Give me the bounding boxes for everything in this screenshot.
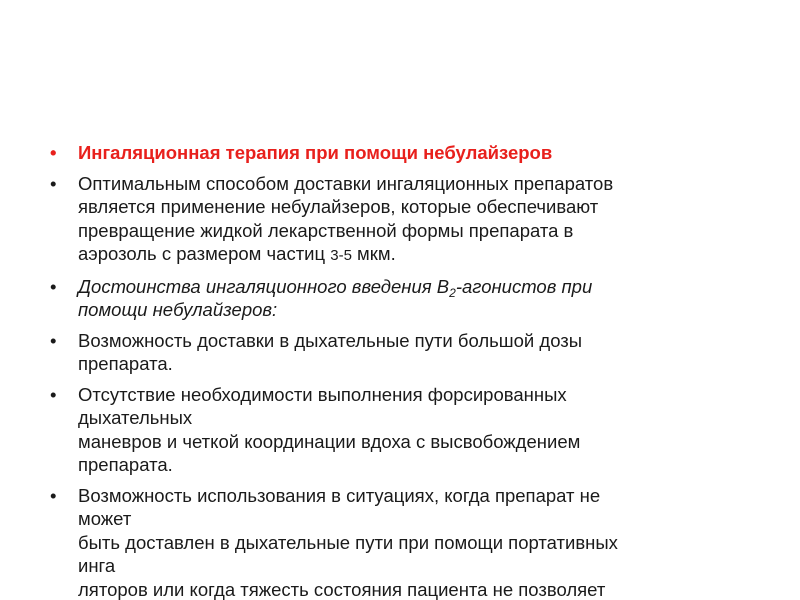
list-item-text-main: Оптимальным способом доставки ингаляционных препаратов является применение небулайзеров, которые обеспечивают превращение жидкой лекарственной формы препарата в аэрозоль с размером частиц xyxy=(78,172,614,264)
subsection-heading-text xyxy=(78,275,750,322)
bullet-icon: • xyxy=(50,484,57,506)
list-item-text-unit: мкм. xyxy=(351,243,396,264)
list-item xyxy=(50,383,750,477)
list-item xyxy=(50,329,750,376)
slide-heading-text: Ингаляционная терапия при помощи небулайзеров xyxy=(78,142,553,163)
subscript-text: 2 xyxy=(449,285,456,300)
bullet-icon: • xyxy=(50,383,57,405)
subsection-heading-text-before: Достоинства ингаляционного введения В xyxy=(78,275,450,297)
list-item-text xyxy=(78,172,750,268)
subsection-heading xyxy=(50,275,750,322)
bullet-icon: • xyxy=(50,142,57,163)
bullet-icon: • xyxy=(50,329,57,351)
subsection-heading-text-after: -агонистов при помощи небулайзеров: xyxy=(78,275,593,320)
list-item xyxy=(50,484,750,600)
list-item-text: Отсутствие необходимости выполнения форсированных дыхательных маневров и четкой координации вдоха с высвобождением препарата. xyxy=(78,383,581,475)
particle-size-value: 3-5 xyxy=(330,247,352,264)
list-item-text: Возможность использования в ситуациях, когда препарат не может быть доставлен в дыхательные пути при помощи портативных инга ляторов или когда тяжесть состояния пациента не позволяет xyxy=(78,484,618,600)
bullet-icon: • xyxy=(50,172,57,194)
slide-heading xyxy=(50,141,750,165)
bullet-icon: • xyxy=(50,275,57,297)
list-item xyxy=(50,172,750,268)
list-item-text: Возможность доставки в дыхательные пути большой дозы препарата. xyxy=(78,329,583,374)
bullet-list xyxy=(50,141,750,600)
